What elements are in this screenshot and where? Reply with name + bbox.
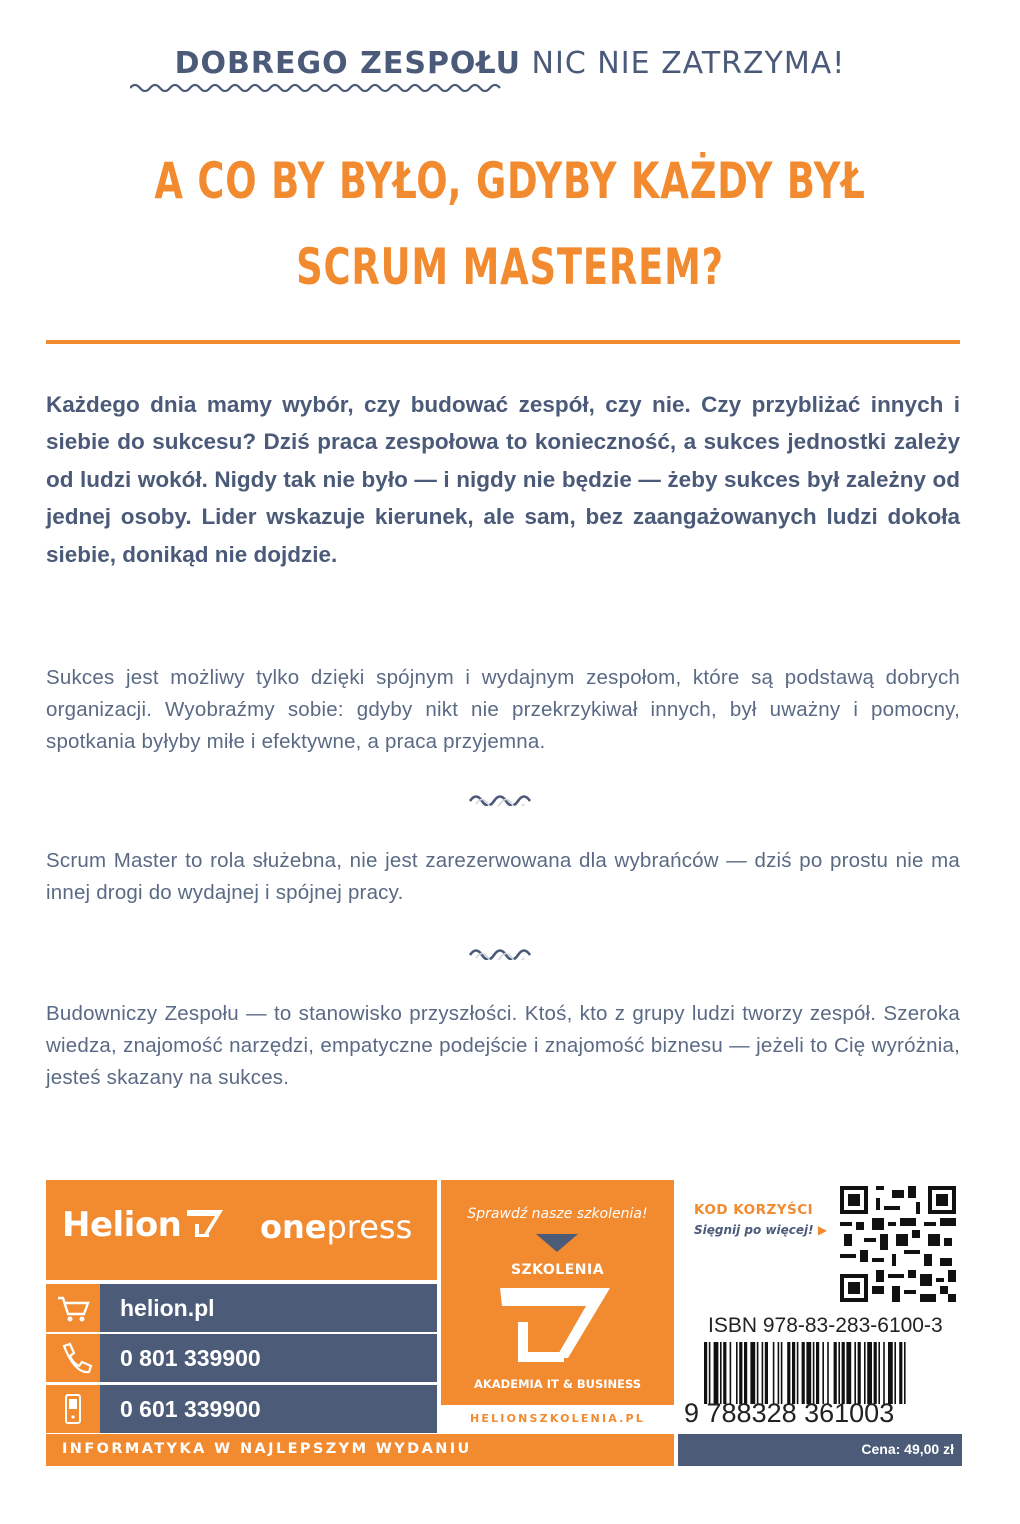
- kod-title: KOD KORZYŚCI: [694, 1202, 814, 1218]
- website-link[interactable]: helion.pl: [120, 1295, 215, 1321]
- szkolenia-url[interactable]: HELIONSZKOLENIA.PL: [469, 1412, 646, 1425]
- contact-row-website[interactable]: [46, 1284, 437, 1332]
- kod-subtitle-text: Sięgnij po więcej!: [694, 1223, 814, 1237]
- play-arrow-icon: ▶: [817, 1223, 828, 1237]
- szkolenia-label: SZKOLENIA: [510, 1262, 605, 1278]
- helion-mark-icon: [183, 1206, 227, 1240]
- kod-subtitle: [694, 1223, 827, 1237]
- mobile-number[interactable]: 0 601 339900: [120, 1396, 261, 1422]
- arrow-down-icon: [536, 1234, 578, 1252]
- wave-separator-icon: [468, 792, 536, 806]
- contact-row-phone[interactable]: [46, 1334, 437, 1382]
- onepress-bold: one: [260, 1208, 327, 1246]
- barcode-digits: 9 788328 361003: [684, 1398, 895, 1428]
- phone-icon: [46, 1334, 100, 1382]
- headline-line-2: SCRUM MASTEREM?: [296, 238, 724, 296]
- contact-row-mobile[interactable]: [46, 1385, 437, 1433]
- body-paragraph-3: Budowniczy Zespołu — to stanowisko przyszłości. Ktoś, kto z grupy ludzi tworzy zespół. Szeroka wiedza, znajomość narzędzi, empatyczne podejście i znajomość biznesu — jeżeli to Cię wyróżnia, jesteś skazany na sukces.: [46, 1002, 960, 1089]
- lead-paragraph: Każdego dnia mamy wybór, czy budować zespół, czy nie. Czy przybliżać innych i siebie do sukcesu? Dziś praca zespołowa to konieczność, a sukces jednostki zależy od ludzi wokół. Nigdy tak nie było — i nigdy nie będzie — żeby sukces był zależny od jednej osoby. Lider wskazuje kierunek, ale sam, bez zaangażowanych ludzi dokoła siebie, donikąd nie dojdzie.: [46, 392, 960, 567]
- helion-logo-text: Helion: [62, 1205, 182, 1245]
- tagline: [0, 46, 1020, 81]
- wave-underline-icon: [130, 82, 506, 94]
- onepress-logo: [260, 1208, 412, 1246]
- tagline-rest: NIC NIE ZATRZYMA!: [521, 46, 846, 81]
- headline-line-1: A CO BY BYŁO, GDYBY KAŻDY BYŁ: [154, 152, 866, 210]
- academy-label: AKADEMIA IT & BUSINESS: [473, 1377, 642, 1391]
- helion-logo: [62, 1205, 227, 1245]
- price: Cena: 49,00 zł: [861, 1441, 954, 1457]
- isbn: ISBN 978-83-283-6100-3: [708, 1314, 943, 1337]
- mobile-icon: [46, 1385, 100, 1433]
- body-paragraph-2: Scrum Master to rola służebna, nie jest zarezerwowana dla wybrańców — dziś po prostu nie ma innej drogi do wydajnej i spójnej pracy.: [46, 849, 960, 904]
- barcode: [704, 1342, 958, 1404]
- phone-number[interactable]: 0 801 339900: [120, 1345, 261, 1371]
- szkolenia-prompt: Sprawdź nasze szkolenia!: [467, 1206, 648, 1222]
- cart-icon: [46, 1284, 100, 1332]
- divider-rule: [46, 340, 960, 344]
- tagline-bold: DOBREGO ZESPOŁU: [174, 46, 521, 81]
- onepress-rest: press: [326, 1208, 413, 1246]
- footer-slogan: INFORMATYKA W NAJLEPSZYM WYDANIU: [62, 1441, 472, 1457]
- body-paragraph-1: Sukces jest możliwy tylko dzięki spójnym i wydajnym zespołom, które są podstawą dobrych organizacji. Wyobraźmy sobie: gdyby nikt nie przekrzykiwał innych, był uważny i pomocny, spotkania byłyby miłe i efektywne, a praca przyjemna.: [46, 666, 960, 753]
- szkolenia-mark-icon: [496, 1282, 616, 1368]
- wave-separator-icon: [468, 946, 536, 960]
- qr-code[interactable]: [840, 1186, 956, 1302]
